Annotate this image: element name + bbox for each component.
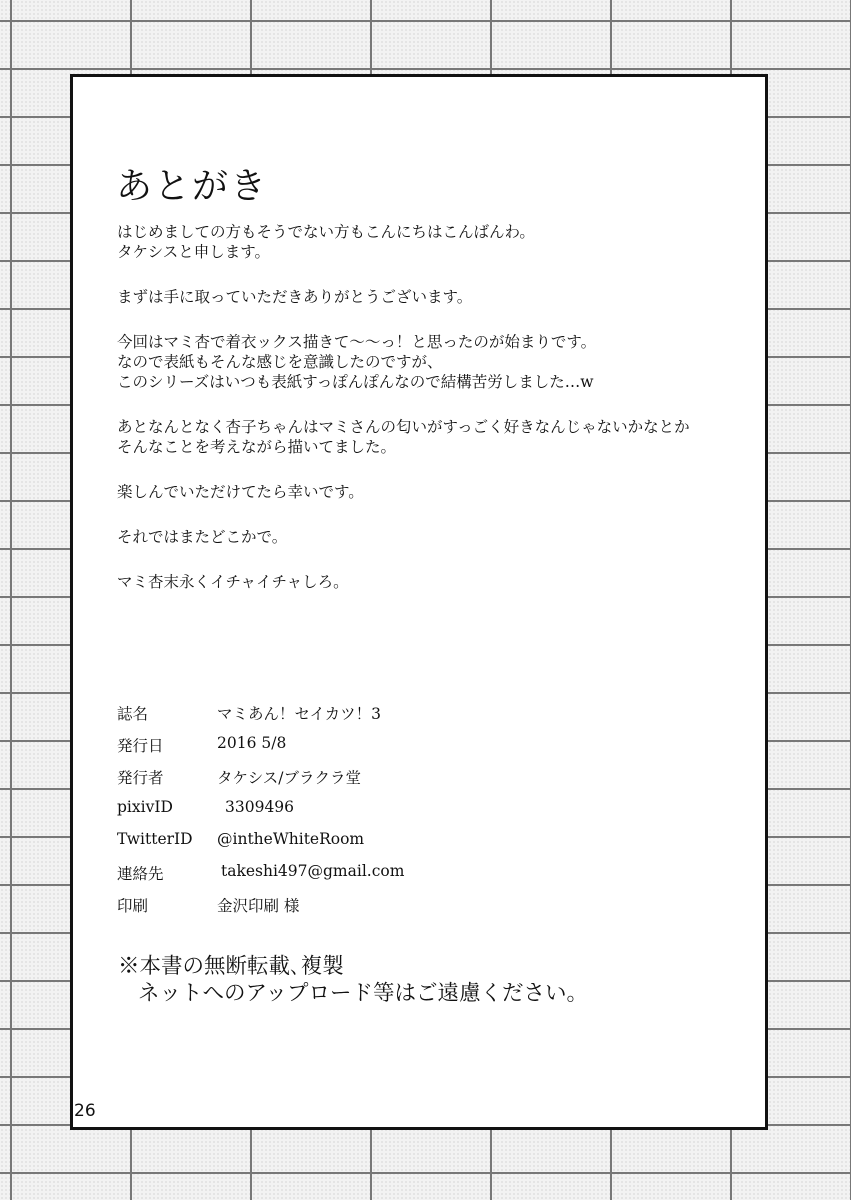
colophon-label: pixivID — [117, 798, 173, 816]
colophon-value: 3309496 — [225, 798, 295, 816]
reproduction-notice — [118, 953, 588, 1007]
colophon-label: 連絡先 — [117, 865, 164, 883]
colophon-label: 発行者 — [117, 769, 164, 787]
text-line: あとなんとなく杏子ちゃんはマミさんの匂いがすっごく好きなんじゃないかなとか — [117, 418, 690, 436]
notice-line: ※本書の無断転載､複製 — [118, 954, 344, 979]
notice-line: ネットへのアップロード等はご遠慮ください。 — [138, 981, 588, 1006]
text-line: 今回はマミ杏で着衣ックス描きて～～っ！と思ったのが始まりです。 — [117, 333, 597, 351]
paragraph-farewell — [117, 527, 757, 547]
text-line: このシリーズはいつも表紙すっぽんぽんなので結構苦労しました…w — [117, 373, 594, 391]
text-line: そんなことを考えながら描いてました。 — [117, 438, 397, 456]
text-line: それではまたどこかで。 — [117, 528, 288, 546]
text-line: はじめましての方もそうでない方もこんにちはこんばんわ。 — [117, 223, 535, 241]
colophon-label: 発行日 — [117, 737, 164, 755]
colophon-value: 金沢印刷 様 — [217, 897, 300, 915]
colophon-value: マミあん！セイカツ！3 — [217, 705, 381, 723]
colophon-label: TwitterID — [117, 830, 193, 848]
paragraph-concept — [117, 332, 757, 392]
text-line: まずは手に取っていただきありがとうございます。 — [117, 288, 473, 306]
paragraph-hope — [117, 482, 757, 502]
afterword-body — [117, 222, 757, 617]
page-number: 26 — [74, 1101, 96, 1121]
paragraph-greeting — [117, 222, 757, 262]
colophon-value: @intheWhiteRoom — [217, 830, 365, 848]
paragraph-notes — [117, 417, 757, 457]
text-line: タケシスと申します。 — [117, 243, 270, 261]
colophon-value: タケシス/ブラクラ堂 — [217, 769, 361, 787]
colophon-label: 印刷 — [117, 897, 149, 915]
text-line: なので表紙もそんな感じを意識したのですが、 — [117, 353, 443, 371]
afterword-title: あとがき — [116, 166, 269, 207]
paragraph-thanks — [117, 287, 757, 307]
text-line: 楽しんでいただけてたら幸いです。 — [117, 483, 364, 501]
colophon-label: 誌名 — [117, 705, 149, 723]
colophon-value: 2016 5/8 — [217, 734, 287, 752]
paragraph-closing — [117, 572, 757, 592]
colophon-value: takeshi497@gmail.com — [221, 862, 405, 880]
text-line: マミ杏末永くイチャイチャしろ。 — [117, 573, 349, 591]
